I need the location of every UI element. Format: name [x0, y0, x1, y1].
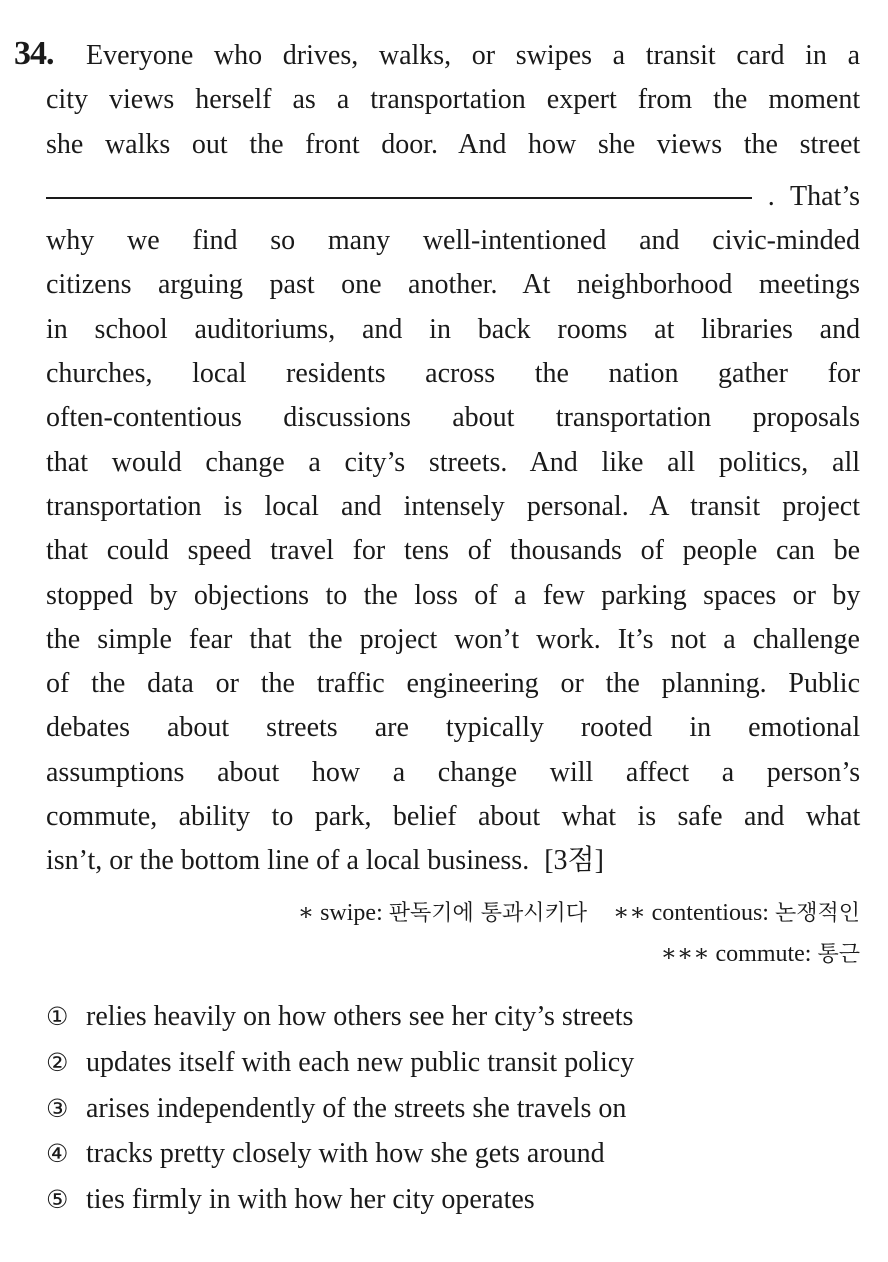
passage-line: in school auditoriums, and in back rooms at libraries and: [46, 313, 861, 345]
passage-line: that would change a city’s streets. And like all politics, all: [46, 446, 860, 478]
blank-line: [46, 167, 860, 219]
option-number: ③: [46, 1093, 69, 1123]
footnote-contentious: [613, 893, 860, 934]
passage-line: why we find so many well-intentioned and civic-minded: [46, 225, 860, 257]
footnote-term: ∗ swipe:: [297, 900, 383, 926]
points-label: [3점]: [544, 845, 604, 877]
answer-options: [46, 994, 634, 1223]
passage-line: of the data or the traffic engineering or the planning. Public: [46, 668, 860, 700]
footnote-commute: [661, 934, 860, 975]
footnote-definition: 통근: [817, 942, 860, 967]
passage-line: the simple fear that the project won’t work. It’s not a challenge: [46, 623, 860, 655]
option-3[interactable]: [46, 1086, 634, 1132]
option-2[interactable]: [46, 1040, 634, 1086]
option-text: arises independently of the streets she travels on: [86, 1092, 627, 1124]
footnote-row: [298, 934, 860, 975]
option-number: ②: [46, 1047, 69, 1077]
passage-line: citizens arguing past one another. At neighborhood meetings: [46, 269, 860, 301]
passage-line: she walks out the front door. And how she views the street: [46, 128, 861, 160]
passage-line: assumptions about how a change will affect a person’s: [46, 756, 861, 788]
passage-line: commute, ability to park, belief about what is safe and what: [46, 801, 861, 833]
option-4[interactable]: [46, 1131, 634, 1177]
passage-last-line: [46, 839, 860, 883]
option-text: relies heavily on how others see her city’s streets: [86, 1001, 634, 1032]
footnotes: [298, 893, 860, 975]
passage: [14, 34, 860, 884]
footnote-term: ∗∗ contentious:: [613, 900, 769, 926]
footnote-definition: 판독기에 통과시키다: [388, 901, 588, 926]
passage-line: stopped by objections to the loss of a few parking spaces or by: [46, 579, 861, 611]
passage-line: isn’t, or the bottom line of a local business.: [46, 845, 530, 877]
passage-line: city views herself as a transportation expert from the moment: [46, 84, 861, 116]
option-text: ties firmly in with how her city operates: [86, 1184, 535, 1216]
footnote-definition: 논쟁적인: [774, 901, 860, 926]
after-blank-text: . That’s: [767, 180, 861, 212]
passage-line: churches, local residents across the nation gather for: [46, 358, 861, 390]
passage-line: that could speed travel for tens of thousands of people can be: [46, 535, 861, 567]
passage-line: transportation is local and intensely personal. A transit project: [46, 490, 860, 522]
question-block: [14, 34, 860, 884]
passage-line: debates about streets are typically rooted in emotional: [46, 712, 861, 744]
option-number: ①: [46, 1002, 69, 1031]
option-number: ④: [46, 1139, 69, 1169]
answer-blank: [46, 167, 752, 199]
passage-line: often-contentious discussions about transportation proposals: [46, 402, 860, 434]
footnote-row: [298, 893, 860, 934]
option-5[interactable]: [46, 1177, 634, 1223]
option-number: ⑤: [46, 1185, 69, 1215]
option-text: updates itself with each new public transit policy: [86, 1046, 635, 1078]
footnote-term: ∗∗∗ commute:: [660, 941, 812, 967]
option-1[interactable]: [46, 994, 634, 1040]
option-text: tracks pretty closely with how she gets around: [86, 1138, 605, 1170]
question-number: 34.: [14, 35, 54, 72]
footnote-swipe: [298, 893, 587, 934]
passage-line: Everyone who drives, walks, or swipes a transit card in a: [86, 40, 860, 71]
